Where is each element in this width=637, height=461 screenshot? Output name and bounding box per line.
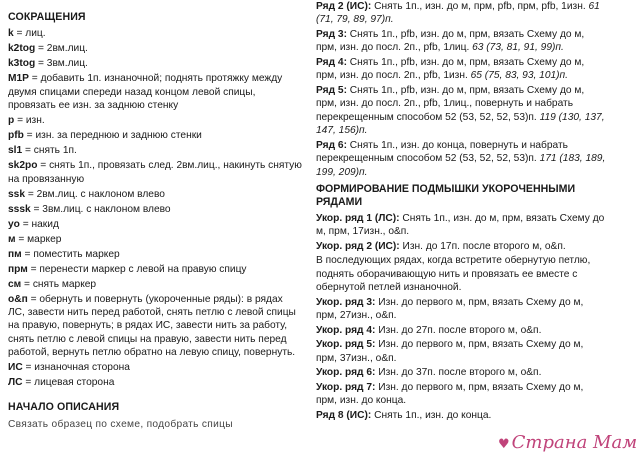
abbreviation-definition: = обернуть и повернуть (укороченные ряды): в рядах ЛС, завести нить перед работой, снять петлю с левой спицы на правую, повернуть; в рядах ИС, завести нить за работу, снять петлю с левой спицы на правую, завести нить перед работой, вернуть петлю обратно на левую спицу, повернуть. bbox=[8, 293, 296, 359]
abbreviation-definition: = лицевая сторона bbox=[22, 377, 115, 389]
abbreviation-entry bbox=[8, 72, 302, 112]
abbreviation-definition: = маркер bbox=[15, 233, 62, 245]
row-text: Изн. до 17п. после второго м, o&п. bbox=[399, 240, 566, 252]
instructions-column bbox=[316, 0, 606, 424]
row-label: Ряд 4: bbox=[316, 57, 347, 68]
row-text: Изн. до 37п. после второго м, o&п. bbox=[375, 367, 542, 379]
instruction-row bbox=[316, 338, 606, 365]
abbreviation-definition: = снять 1п. bbox=[22, 145, 77, 157]
row-stitch-count: 171 (183, 189, 199, 209)п. bbox=[316, 153, 606, 178]
abbreviation-entry bbox=[8, 144, 302, 157]
instruction-row bbox=[316, 296, 606, 323]
abbreviation-entry bbox=[8, 114, 302, 127]
instruction-row bbox=[316, 212, 606, 239]
abbreviation-definition: = лиц. bbox=[13, 28, 46, 40]
abbreviation-entry bbox=[8, 188, 302, 201]
row-text: Изн. до первого м, прм, вязать Схему до м, прм, изн. до конца. bbox=[316, 382, 584, 407]
abbreviation-term: м bbox=[8, 233, 16, 245]
instruction-row bbox=[316, 240, 606, 253]
abbreviation-term: pfb bbox=[8, 130, 24, 142]
abbreviation-definition: = 2вм.лиц. bbox=[35, 43, 88, 55]
abbreviation-entry bbox=[8, 42, 302, 55]
abbreviation-term: M1P bbox=[8, 73, 29, 85]
abbreviations-title: СОКРАЩЕНИЯ bbox=[8, 11, 86, 23]
row-label: Ряд 3: bbox=[316, 29, 347, 40]
row-text: Снять 1п., изн. до конца, повернуть и набрать перекрещенным способом 52 (53, 52, 52, 53)п. bbox=[316, 139, 568, 165]
row-text: Снять 1п., изн. до конца. bbox=[371, 410, 492, 422]
abbreviation-term: o&п bbox=[8, 293, 28, 305]
instruction-row bbox=[316, 254, 606, 294]
row-label: Укор. ряд 1 (ЛС): bbox=[316, 212, 400, 224]
row-label: Укор. ряд 5: bbox=[316, 339, 376, 351]
row-label: Укор. ряд 3: bbox=[316, 296, 376, 308]
row-text: Снять 1п., pfb, изн. до м, прм, вязать Схему до м, прм, изн. до посл. 2п., pfb, 1лиц. bbox=[316, 29, 585, 54]
abbreviation-definition: = 3вм.лиц. bbox=[35, 58, 88, 70]
abbreviation-entry bbox=[8, 129, 302, 142]
instruction-row bbox=[316, 28, 606, 55]
row-label: Укор. ряд 4: bbox=[316, 324, 376, 336]
abbreviation-definition: = поместить маркер bbox=[21, 248, 120, 260]
abbreviation-entry bbox=[8, 293, 302, 360]
row-label: Укор. ряд 2 (ИС): bbox=[316, 240, 400, 252]
abbreviation-definition: = накид bbox=[19, 218, 59, 230]
heart-icon: ♥ bbox=[498, 437, 510, 452]
abbreviation-definition: = изнаночная сторона bbox=[22, 362, 130, 374]
abbreviation-entry bbox=[8, 57, 302, 70]
abbreviation-entry bbox=[8, 278, 302, 291]
abbreviation-definition: = изн. за переднюю и заднюю стенки bbox=[23, 130, 202, 142]
rows-block-2 bbox=[316, 212, 606, 423]
pattern-start-title: НАЧАЛО ОПИСАНИЯ bbox=[8, 401, 120, 414]
row-text: Снять 1п., изн. до м, прм, вязать Схему до м, прм, 17изн., o&п. bbox=[316, 212, 605, 238]
row-text: Изн. до 27п. после второго м, o&п. bbox=[375, 324, 542, 336]
abbreviation-term: k2tog bbox=[8, 43, 36, 55]
abbreviation-entry bbox=[8, 361, 302, 374]
row-label: Ряд 6: bbox=[316, 139, 347, 151]
row-text: Изн. до первого м, прм, вязать Схему до м, прм, 37изн., o&п. bbox=[316, 339, 584, 364]
instruction-row bbox=[316, 0, 606, 27]
abbreviation-definition: = снять 1п., провязать след. 2вм.лиц., накинуть снятую на провязанную bbox=[8, 160, 302, 185]
row-text: Снять 1п., pfb, изн. до м, прм, вязать Схему до м, прм, изн. до посл. 2п., pfb, 1лиц., повернуть и набрать перекрещенным способом 52 (53, 52, 52, 53)п. bbox=[316, 85, 585, 123]
row-text: В последующих рядах, когда встретите обернутую петлю, поднять оборачивающую нить и провязать ее вместе с обернутой петлей изнаночной. bbox=[316, 255, 591, 294]
abbreviation-term: yo bbox=[8, 218, 20, 230]
abbreviation-term: ИС bbox=[8, 362, 23, 374]
row-label: Ряд 5: bbox=[316, 85, 347, 96]
row-stitch-count: 63 (73, 81, 91, 99)п. bbox=[472, 42, 564, 54]
abbreviations-column bbox=[8, 11, 302, 431]
row-text: Снять 1п., pfb, изн. до м, прм, вязать Схему до м, прм, изн. до посл. 2п., pfb, 1изн. bbox=[316, 57, 585, 82]
truncated-text-line: Связать образец по схеме, подобрать спицы bbox=[8, 418, 233, 430]
abbreviation-term: sssk bbox=[8, 203, 31, 215]
row-stitch-count: 65 (75, 83, 93, 101)п. bbox=[470, 70, 568, 82]
abbreviation-term: прм bbox=[8, 263, 28, 275]
abbreviation-entry bbox=[8, 248, 302, 261]
abbreviation-entry bbox=[8, 203, 302, 216]
instruction-row bbox=[316, 324, 606, 337]
abbreviation-term: sk2po bbox=[8, 160, 38, 172]
abbreviation-entry bbox=[8, 218, 302, 231]
abbreviation-term: ЛС bbox=[8, 377, 23, 389]
instruction-row bbox=[316, 139, 606, 179]
abbreviation-entry bbox=[8, 233, 302, 246]
instruction-row bbox=[316, 366, 606, 379]
instruction-row bbox=[316, 381, 606, 408]
row-label: Укор. ряд 6: bbox=[316, 367, 376, 379]
abbreviation-term: ssk bbox=[8, 188, 25, 200]
abbreviation-definition: = изн. bbox=[14, 115, 45, 127]
row-stitch-count: 61 (71, 79, 89, 97)п. bbox=[316, 1, 600, 26]
row-stitch-count: 119 (130, 137, 147, 156)п. bbox=[316, 111, 605, 137]
abbreviation-term: см bbox=[8, 278, 22, 290]
abbreviation-term: p bbox=[8, 115, 15, 127]
abbreviation-entry bbox=[8, 376, 302, 389]
row-label: Укор. ряд 7: bbox=[316, 382, 376, 394]
row-text: Изн. до первого м, прм, вязать Схему до м, прм, 27изн., o&п. bbox=[316, 296, 584, 322]
abbreviation-definition: = перенести маркер с левой на правую спицу bbox=[27, 263, 247, 275]
abbreviation-definition: = 2вм.лиц. с наклоном влево bbox=[25, 188, 165, 200]
row-label: Ряд 2 (ИС): bbox=[316, 1, 372, 12]
abbreviation-entry bbox=[8, 263, 302, 276]
abbreviation-term: k3tog bbox=[8, 58, 36, 70]
abbreviations-list bbox=[8, 27, 302, 389]
abbreviation-term: пм bbox=[8, 248, 22, 260]
abbreviation-entry bbox=[8, 27, 302, 40]
instruction-row bbox=[316, 84, 606, 138]
watermark-text: Страна Мам bbox=[511, 432, 637, 453]
abbreviation-term: sl1 bbox=[8, 145, 23, 157]
abbreviation-entry bbox=[8, 159, 302, 186]
instruction-row bbox=[316, 409, 606, 422]
instruction-row bbox=[316, 56, 606, 83]
abbreviation-definition: = 3вм.лиц. с наклоном влево bbox=[30, 203, 171, 215]
abbreviation-definition: = добавить 1п. изнаночной; поднять протяжку между двумя спицами спереди назад концом левой спицы, провязать ее изн. за заднюю стенку bbox=[8, 73, 283, 112]
site-watermark bbox=[498, 432, 637, 453]
abbreviation-definition: = снять маркер bbox=[21, 278, 97, 290]
row-label: Ряд 8 (ИС): bbox=[316, 410, 372, 422]
rows-block-1 bbox=[316, 0, 606, 179]
underarm-section-title: ФОРМИРОВАНИЕ ПОДМЫШКИ УКОРОЧЕННЫМИ РЯДАМИ bbox=[316, 183, 576, 209]
abbreviation-term: k bbox=[8, 28, 14, 40]
row-text: Снять 1п., изн. до м, прм, pfb, прм, pfb, 1изн. bbox=[371, 1, 589, 12]
